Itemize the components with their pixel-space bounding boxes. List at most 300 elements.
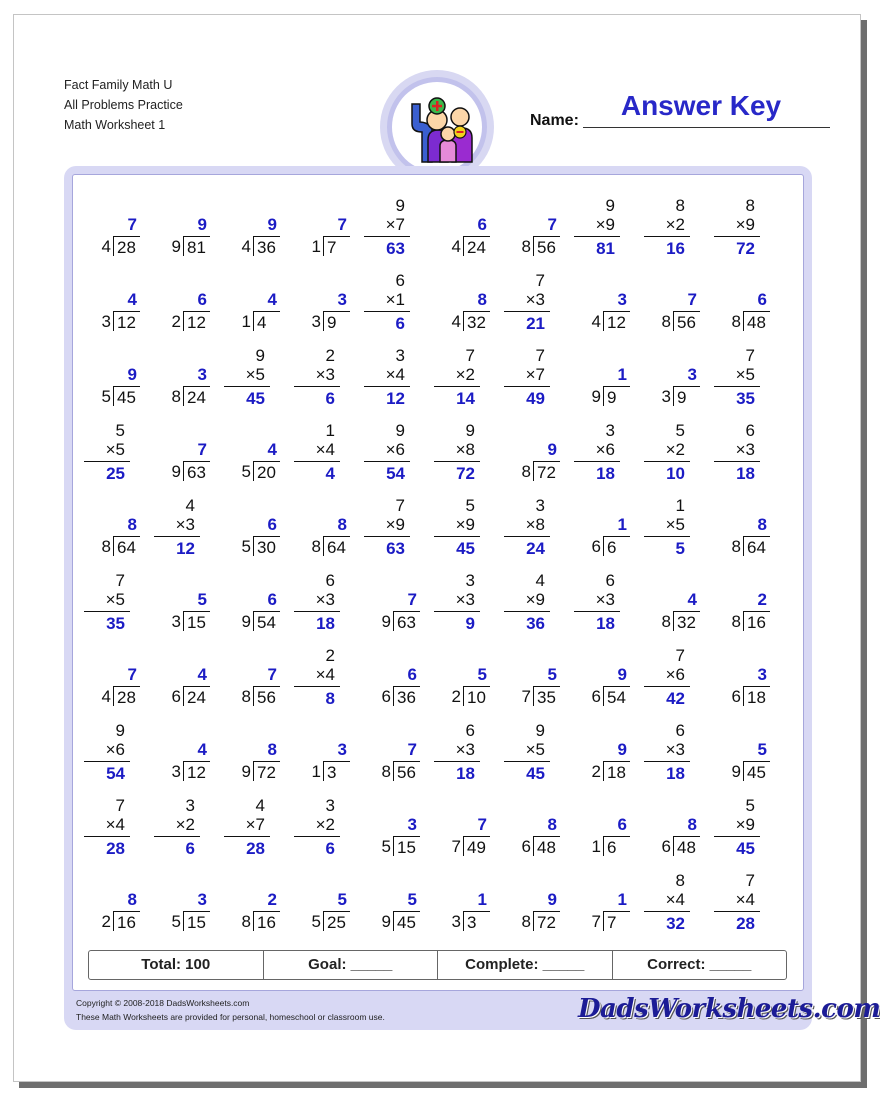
division-bracket bbox=[226, 536, 286, 557]
division-problem bbox=[86, 290, 146, 332]
top-factor: 5 bbox=[745, 796, 755, 815]
divisor: 9 bbox=[381, 912, 391, 931]
dividend: 16 bbox=[253, 911, 280, 931]
division-problem bbox=[226, 665, 286, 707]
quotient-answer: 4 bbox=[197, 665, 207, 684]
dividend: 56 bbox=[393, 761, 420, 781]
divisor: 5 bbox=[241, 462, 251, 481]
division-bracket bbox=[576, 761, 636, 782]
multiplication-problem bbox=[84, 721, 130, 783]
multiplication-problem bbox=[434, 496, 480, 558]
product-answer: 18 bbox=[666, 764, 685, 783]
top-factor: 7 bbox=[745, 871, 755, 890]
division-problem bbox=[156, 890, 216, 932]
division-bracket bbox=[296, 236, 356, 257]
division-problem bbox=[366, 890, 426, 932]
top-factor: 9 bbox=[605, 196, 615, 215]
division-problem bbox=[646, 815, 706, 857]
bottom-factor: ×8 bbox=[455, 440, 475, 459]
quotient-answer: 9 bbox=[267, 215, 277, 234]
dividend: 24 bbox=[183, 686, 210, 706]
divisor: 2 bbox=[171, 312, 181, 331]
quotient-answer: 6 bbox=[407, 665, 417, 684]
bottom-factor: ×9 bbox=[525, 590, 545, 609]
quotient-answer: 3 bbox=[197, 365, 207, 384]
answer-key-title: Answer Key bbox=[620, 90, 782, 121]
division-bracket bbox=[226, 761, 286, 782]
dividend: 10 bbox=[463, 686, 490, 706]
quotient-answer: 7 bbox=[337, 215, 347, 234]
divisor: 9 bbox=[171, 462, 181, 481]
division-bracket bbox=[366, 836, 426, 857]
multiplication-problem bbox=[644, 871, 690, 933]
bottom-factor: ×2 bbox=[665, 215, 685, 234]
bottom-factor: ×8 bbox=[525, 515, 545, 534]
divisor: 8 bbox=[521, 912, 531, 931]
divisor: 8 bbox=[381, 762, 391, 781]
product-answer: 12 bbox=[386, 389, 405, 408]
product-answer: 81 bbox=[596, 239, 615, 258]
quotient-answer: 7 bbox=[407, 740, 417, 759]
multiplication-problem bbox=[154, 496, 200, 558]
divisor: 8 bbox=[521, 237, 531, 256]
divisor: 8 bbox=[241, 687, 251, 706]
divisor: 5 bbox=[101, 387, 111, 406]
top-factor: 8 bbox=[675, 871, 685, 890]
division-problem bbox=[506, 215, 566, 257]
bottom-factor: ×4 bbox=[315, 440, 335, 459]
name-label: Name: bbox=[530, 112, 579, 129]
division-bracket bbox=[436, 236, 496, 257]
division-problem bbox=[576, 815, 636, 857]
division-bracket bbox=[86, 236, 146, 257]
product-answer: 72 bbox=[736, 239, 755, 258]
bottom-factor: ×6 bbox=[665, 665, 685, 684]
dividend: 36 bbox=[253, 236, 280, 256]
division-problem bbox=[156, 215, 216, 257]
dividend: 15 bbox=[183, 611, 210, 631]
top-factor: 3 bbox=[605, 421, 615, 440]
quotient-answer: 6 bbox=[477, 215, 487, 234]
division-bracket bbox=[156, 911, 216, 932]
division-bracket bbox=[156, 236, 216, 257]
bottom-factor: ×5 bbox=[735, 365, 755, 384]
dividend: 48 bbox=[673, 836, 700, 856]
quotient-answer: 3 bbox=[757, 665, 767, 684]
bottom-factor: ×9 bbox=[735, 815, 755, 834]
division-bracket bbox=[576, 836, 636, 857]
multiplication-problem bbox=[504, 571, 550, 633]
division-problem bbox=[156, 365, 216, 407]
quotient-answer: 5 bbox=[757, 740, 767, 759]
product-bar bbox=[154, 536, 200, 537]
dividend: 45 bbox=[393, 911, 420, 931]
dividend: 7 bbox=[323, 236, 350, 256]
division-problem bbox=[716, 290, 776, 332]
bottom-factor: ×3 bbox=[175, 515, 195, 534]
quotient-answer: 4 bbox=[267, 440, 277, 459]
product-bar bbox=[224, 836, 270, 837]
product-bar bbox=[364, 461, 410, 462]
division-bracket bbox=[576, 536, 636, 557]
division-problem bbox=[576, 290, 636, 332]
product-bar bbox=[84, 461, 130, 462]
top-factor: 3 bbox=[185, 796, 195, 815]
multiplication-problem bbox=[714, 346, 760, 408]
product-answer: 4 bbox=[325, 464, 335, 483]
divisor: 3 bbox=[451, 912, 461, 931]
top-factor: 7 bbox=[115, 796, 125, 815]
divisor: 3 bbox=[661, 387, 671, 406]
division-bracket bbox=[716, 536, 776, 557]
divisor: 8 bbox=[731, 312, 741, 331]
division-bracket bbox=[576, 386, 636, 407]
bottom-factor: ×2 bbox=[315, 815, 335, 834]
top-factor: 8 bbox=[675, 196, 685, 215]
top-factor: 4 bbox=[255, 796, 265, 815]
dividend: 45 bbox=[113, 386, 140, 406]
multiplication-problem bbox=[504, 271, 550, 333]
division-problem bbox=[226, 440, 286, 482]
bottom-factor: ×4 bbox=[385, 365, 405, 384]
product-bar bbox=[364, 536, 410, 537]
product-answer: 24 bbox=[526, 539, 545, 558]
divisor: 8 bbox=[731, 537, 741, 556]
top-factor: 7 bbox=[395, 496, 405, 515]
divisor: 8 bbox=[661, 612, 671, 631]
product-bar bbox=[294, 386, 340, 387]
quotient-answer: 4 bbox=[267, 290, 277, 309]
division-bracket bbox=[716, 311, 776, 332]
product-answer: 49 bbox=[526, 389, 545, 408]
bottom-factor: ×3 bbox=[525, 290, 545, 309]
product-bar bbox=[644, 536, 690, 537]
total-count: Total: 100 bbox=[89, 951, 264, 979]
bottom-factor: ×7 bbox=[525, 365, 545, 384]
division-bracket bbox=[226, 461, 286, 482]
product-answer: 18 bbox=[736, 464, 755, 483]
divisor: 6 bbox=[381, 687, 391, 706]
product-answer: 28 bbox=[246, 839, 265, 858]
product-answer: 72 bbox=[456, 464, 475, 483]
division-bracket bbox=[506, 686, 566, 707]
divisor: 1 bbox=[311, 237, 321, 256]
bottom-factor: ×5 bbox=[105, 590, 125, 609]
dividend: 72 bbox=[253, 761, 280, 781]
product-answer: 45 bbox=[526, 764, 545, 783]
divisor: 9 bbox=[591, 387, 601, 406]
product-bar bbox=[504, 536, 550, 537]
quotient-answer: 3 bbox=[337, 740, 347, 759]
product-bar bbox=[714, 236, 760, 237]
multiplication-problem bbox=[504, 346, 550, 408]
top-factor: 6 bbox=[675, 721, 685, 740]
top-factor: 1 bbox=[325, 421, 335, 440]
division-problem bbox=[716, 515, 776, 557]
division-bracket bbox=[226, 611, 286, 632]
division-problem bbox=[576, 665, 636, 707]
divisor: 2 bbox=[101, 912, 111, 931]
dividend: 3 bbox=[323, 761, 350, 781]
product-bar bbox=[434, 611, 480, 612]
dividend: 6 bbox=[603, 836, 630, 856]
division-problem bbox=[156, 290, 216, 332]
bottom-factor: ×6 bbox=[385, 440, 405, 459]
division-problem bbox=[296, 515, 356, 557]
product-answer: 25 bbox=[106, 464, 125, 483]
top-factor: 8 bbox=[745, 196, 755, 215]
division-problem bbox=[86, 215, 146, 257]
division-problem bbox=[646, 590, 706, 632]
division-bracket bbox=[226, 236, 286, 257]
division-problem bbox=[366, 815, 426, 857]
multiplication-problem bbox=[364, 271, 410, 333]
product-bar bbox=[84, 611, 130, 612]
divisor: 2 bbox=[591, 762, 601, 781]
top-factor: 3 bbox=[395, 346, 405, 365]
name-underline bbox=[583, 127, 830, 128]
divisor: 8 bbox=[521, 462, 531, 481]
quotient-answer: 5 bbox=[477, 665, 487, 684]
multiplication-problem bbox=[84, 796, 130, 858]
product-answer: 35 bbox=[106, 614, 125, 633]
multiplication-problem bbox=[434, 721, 480, 783]
product-bar bbox=[434, 536, 480, 537]
quotient-answer: 2 bbox=[757, 590, 767, 609]
divisor: 5 bbox=[241, 537, 251, 556]
divisor: 3 bbox=[311, 312, 321, 331]
dividend: 45 bbox=[743, 761, 770, 781]
top-factor: 7 bbox=[535, 346, 545, 365]
top-factor: 1 bbox=[675, 496, 685, 515]
top-factor: 2 bbox=[325, 646, 335, 665]
division-problem bbox=[716, 665, 776, 707]
quotient-answer: 5 bbox=[407, 890, 417, 909]
divisor: 4 bbox=[591, 312, 601, 331]
multiplication-problem bbox=[224, 796, 270, 858]
quotient-answer: 3 bbox=[617, 290, 627, 309]
multiplication-problem bbox=[644, 721, 690, 783]
bottom-factor: ×3 bbox=[315, 365, 335, 384]
divisor: 8 bbox=[311, 537, 321, 556]
division-problem bbox=[226, 740, 286, 782]
top-factor: 3 bbox=[465, 571, 475, 590]
division-problem bbox=[646, 365, 706, 407]
dividend: 24 bbox=[463, 236, 490, 256]
dividend: 9 bbox=[673, 386, 700, 406]
division-bracket bbox=[86, 311, 146, 332]
bottom-factor: ×9 bbox=[595, 215, 615, 234]
divisor: 1 bbox=[311, 762, 321, 781]
product-bar bbox=[644, 461, 690, 462]
bottom-factor: ×3 bbox=[455, 590, 475, 609]
product-answer: 6 bbox=[185, 839, 195, 858]
divisor: 1 bbox=[241, 312, 251, 331]
dividend: 63 bbox=[393, 611, 420, 631]
dividend: 48 bbox=[743, 311, 770, 331]
divisor: 3 bbox=[171, 762, 181, 781]
divisor: 8 bbox=[661, 312, 671, 331]
multiplication-problem bbox=[294, 346, 340, 408]
multiplication-problem bbox=[364, 346, 410, 408]
dividend: 30 bbox=[253, 536, 280, 556]
division-bracket bbox=[436, 686, 496, 707]
dividend: 12 bbox=[183, 761, 210, 781]
product-bar bbox=[224, 386, 270, 387]
divisor: 8 bbox=[171, 387, 181, 406]
dividend: 24 bbox=[183, 386, 210, 406]
title-line-3: Math Worksheet 1 bbox=[64, 118, 166, 132]
quotient-answer: 6 bbox=[197, 290, 207, 309]
division-problem bbox=[436, 890, 496, 932]
division-bracket bbox=[506, 461, 566, 482]
dividend: 72 bbox=[533, 461, 560, 481]
top-factor: 5 bbox=[465, 496, 475, 515]
dividend: 20 bbox=[253, 461, 280, 481]
dividend: 35 bbox=[533, 686, 560, 706]
division-bracket bbox=[296, 761, 356, 782]
dividend: 64 bbox=[113, 536, 140, 556]
product-bar bbox=[294, 836, 340, 837]
multiplication-problem bbox=[714, 871, 760, 933]
dividend: 63 bbox=[183, 461, 210, 481]
divisor: 7 bbox=[591, 912, 601, 931]
division-problem bbox=[296, 890, 356, 932]
dividend: 72 bbox=[533, 911, 560, 931]
quotient-answer: 6 bbox=[757, 290, 767, 309]
bottom-factor: ×6 bbox=[105, 740, 125, 759]
division-problem bbox=[576, 365, 636, 407]
top-factor: 6 bbox=[395, 271, 405, 290]
product-answer: 21 bbox=[526, 314, 545, 333]
bottom-factor: ×9 bbox=[455, 515, 475, 534]
product-bar bbox=[434, 386, 480, 387]
bottom-factor: ×2 bbox=[175, 815, 195, 834]
division-problem bbox=[506, 665, 566, 707]
quotient-answer: 1 bbox=[477, 890, 487, 909]
division-bracket bbox=[86, 686, 146, 707]
bottom-factor: ×7 bbox=[245, 815, 265, 834]
dividend: 18 bbox=[743, 686, 770, 706]
divisor: 6 bbox=[591, 537, 601, 556]
bottom-factor: ×5 bbox=[245, 365, 265, 384]
usage-note: These Math Worksheets are provided for personal, homeschool or classroom use. bbox=[76, 1012, 385, 1022]
divisor: 6 bbox=[591, 687, 601, 706]
bottom-factor: ×3 bbox=[315, 590, 335, 609]
product-answer: 18 bbox=[316, 614, 335, 633]
top-factor: 7 bbox=[535, 271, 545, 290]
dividend: 32 bbox=[673, 611, 700, 631]
product-bar bbox=[434, 761, 480, 762]
bottom-factor: ×4 bbox=[105, 815, 125, 834]
multiplication-problem bbox=[504, 496, 550, 558]
multiplication-problem bbox=[364, 496, 410, 558]
division-bracket bbox=[716, 761, 776, 782]
product-bar bbox=[294, 611, 340, 612]
product-answer: 54 bbox=[106, 764, 125, 783]
top-factor: 9 bbox=[465, 421, 475, 440]
multiplication-problem bbox=[714, 196, 760, 258]
division-bracket bbox=[366, 761, 426, 782]
quotient-answer: 8 bbox=[127, 515, 137, 534]
divisor: 4 bbox=[451, 312, 461, 331]
multiplication-problem bbox=[434, 571, 480, 633]
multiplication-problem bbox=[434, 346, 480, 408]
product-answer: 18 bbox=[456, 764, 475, 783]
product-answer: 5 bbox=[675, 539, 685, 558]
divisor: 9 bbox=[241, 612, 251, 631]
product-bar bbox=[644, 761, 690, 762]
divisor: 2 bbox=[451, 687, 461, 706]
division-bracket bbox=[296, 311, 356, 332]
division-problem bbox=[506, 440, 566, 482]
dividend: 9 bbox=[323, 311, 350, 331]
division-problem bbox=[646, 290, 706, 332]
dividend: 64 bbox=[323, 536, 350, 556]
top-factor: 4 bbox=[535, 571, 545, 590]
dividend: 25 bbox=[323, 911, 350, 931]
quotient-answer: 4 bbox=[197, 740, 207, 759]
product-answer: 14 bbox=[456, 389, 475, 408]
top-factor: 2 bbox=[325, 346, 335, 365]
division-problem bbox=[296, 740, 356, 782]
product-answer: 36 bbox=[526, 614, 545, 633]
division-bracket bbox=[296, 911, 356, 932]
divisor: 5 bbox=[381, 837, 391, 856]
dividend: 28 bbox=[113, 686, 140, 706]
quotient-answer: 7 bbox=[687, 290, 697, 309]
division-bracket bbox=[86, 536, 146, 557]
bottom-factor: ×7 bbox=[385, 215, 405, 234]
product-bar bbox=[84, 761, 130, 762]
product-answer: 12 bbox=[176, 539, 195, 558]
quotient-answer: 8 bbox=[337, 515, 347, 534]
multiplication-problem bbox=[644, 646, 690, 708]
quotient-answer: 4 bbox=[127, 290, 137, 309]
product-answer: 45 bbox=[246, 389, 265, 408]
product-answer: 54 bbox=[386, 464, 405, 483]
division-problem bbox=[576, 890, 636, 932]
bottom-factor: ×5 bbox=[525, 740, 545, 759]
quotient-answer: 9 bbox=[547, 890, 557, 909]
divisor: 7 bbox=[451, 837, 461, 856]
top-factor: 6 bbox=[465, 721, 475, 740]
product-bar bbox=[294, 461, 340, 462]
divisor: 9 bbox=[171, 237, 181, 256]
division-bracket bbox=[436, 836, 496, 857]
quotient-answer: 6 bbox=[267, 590, 277, 609]
division-bracket bbox=[646, 611, 706, 632]
division-bracket bbox=[366, 686, 426, 707]
multiplication-problem bbox=[294, 571, 340, 633]
product-bar bbox=[504, 311, 550, 312]
multiplication-problem bbox=[714, 421, 760, 483]
product-bar bbox=[294, 686, 340, 687]
quotient-answer: 8 bbox=[757, 515, 767, 534]
product-answer: 45 bbox=[736, 839, 755, 858]
quotient-answer: 1 bbox=[617, 890, 627, 909]
dividend: 4 bbox=[253, 311, 280, 331]
dividend: 12 bbox=[183, 311, 210, 331]
product-answer: 63 bbox=[386, 539, 405, 558]
copyright-text: Copyright © 2008-2018 DadsWorksheets.com bbox=[76, 998, 250, 1008]
quotient-answer: 9 bbox=[617, 740, 627, 759]
bottom-factor: ×9 bbox=[735, 215, 755, 234]
multiplication-problem bbox=[644, 196, 690, 258]
product-answer: 35 bbox=[736, 389, 755, 408]
product-bar bbox=[644, 236, 690, 237]
dividend: 16 bbox=[743, 611, 770, 631]
